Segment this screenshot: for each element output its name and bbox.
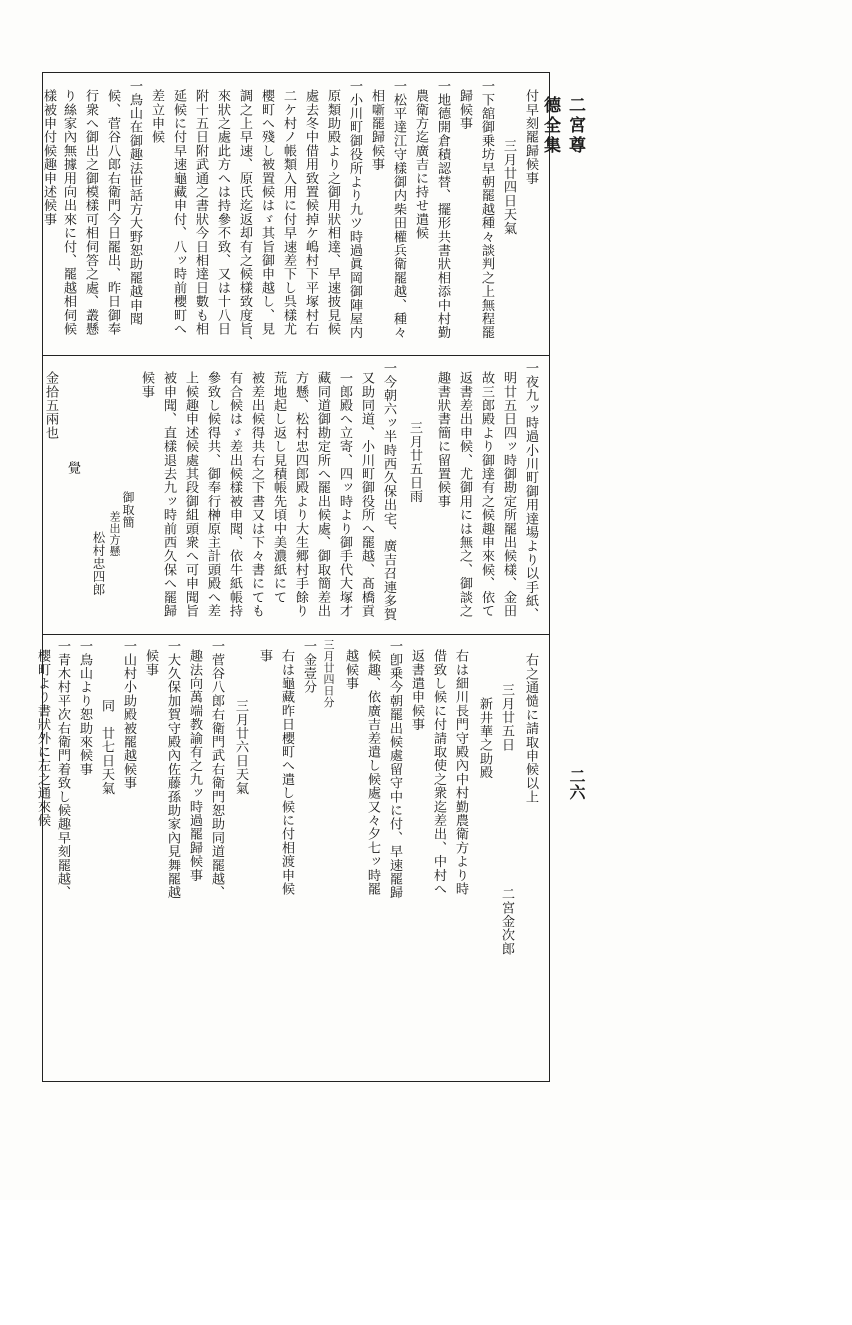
text-line: 三月廿五日	[499, 683, 514, 752]
text-line: 一鳥山在御趣法世話方大野恕助罷越申聞	[127, 79, 142, 326]
text-line: 右之通慥に請取申候以上	[523, 653, 538, 804]
text-line: 櫻町へ殘し被置候はゞ其旨御申越し、見	[259, 89, 274, 336]
text-line: 覺	[65, 461, 80, 475]
text-line: 一下舘御乗坊早朝罷越種々談判之上無程罷	[479, 79, 494, 340]
text-line: 調之上早速、原氏迄返却有之候樣致度旨、	[237, 89, 252, 350]
text-line: 行衆へ御出之御模樣可相伺答之處、叢懸	[83, 89, 98, 336]
text-line: 右は龜藏昨日櫻町へ遣し候に付相渡申候	[279, 649, 294, 896]
text-line: 農衛方迄廣吉に持せ遣候	[413, 89, 428, 240]
text-line: 借致し候に付請取使之衆迄差出、中村へ	[431, 649, 446, 896]
text-line: 趣法向萬端教諭有之九ッ時過罷歸候事	[187, 649, 202, 882]
section-top	[43, 79, 549, 351]
text-frame	[35, 72, 550, 1082]
text-line: 一夜九ッ時過小川町御用達場より以手紙、	[523, 361, 538, 622]
text-line: 歸候事	[457, 89, 472, 131]
text-line: 故三郎殿より御達有之候趣申來候、依て	[479, 371, 494, 618]
text-line: 一今朝六ッ半時西久保出宅、廣吉召連多賀	[381, 361, 396, 622]
text-line: 候事	[143, 649, 158, 677]
text-line: 來狀之處此方へは持參不致、又は十八日	[215, 89, 230, 336]
text-line: 一山村小助殿被罷越候事	[121, 639, 136, 790]
text-line: 事	[257, 649, 272, 663]
text-line: 越候事	[343, 649, 358, 691]
text-line: 相噺罷歸候事	[369, 89, 384, 172]
text-line: 金拾五兩也	[43, 371, 58, 440]
section-middle	[43, 361, 549, 629]
text-line: 松村忠四郎	[91, 531, 106, 596]
text-line: 一鳥山より恕助來候事	[77, 639, 92, 776]
text-line: 被差出候得共右之下書又は下々書にても	[249, 371, 264, 618]
text-line: 參致し候得共、御奉行榊原主計頭殿へ差	[205, 371, 220, 618]
text-line: 右は細川長門守殿內中村勤農衛方より時	[453, 649, 468, 896]
text-line: 一卽乗今朝罷出候處留守中に付、早速罷歸	[387, 639, 402, 900]
text-line: 明廿五日四ッ時御勘定所罷出候樣、金田	[501, 371, 516, 618]
text-line: 二ケ村ノ帳類入用に付早速差下し呉樣尤	[281, 89, 296, 336]
text-line: 處去冬中借用致置候掉ケ嶋村下平塚村右	[303, 89, 318, 336]
text-line: 附十五日附武通之書狀今日相達日數も相	[193, 89, 208, 336]
text-line: 候趣、依廣吉差遣し候處又々夕七ッ時罷	[365, 649, 380, 896]
text-line: 一大久保加賀守殿內佐藤孫助家內見舞罷越	[165, 639, 180, 900]
text-line: 差出方懸	[108, 511, 121, 557]
text-line: 返書差出申候、尤御用には無之、御談之	[457, 371, 472, 618]
text-line: 又助同道、小川町御役所へ罷越、髙橋貢	[359, 371, 374, 618]
text-line: 延候に付早速龜藏申付、八ッ時前櫻町へ	[171, 89, 186, 336]
text-line: 三月廿五日雨	[407, 421, 422, 504]
text-line: 一青木村平次右衛門着致し候趣早刻罷越、	[55, 639, 70, 900]
text-line: り絲家內無據用向出來に付、罷越相伺候	[61, 89, 76, 336]
page-number: 二六	[567, 768, 586, 800]
text-line: 藏同道御勘定所へ罷出候處、御取簡差出	[315, 371, 330, 618]
text-line: 返書遣申候事	[409, 649, 424, 732]
text-line: 方懸、松村忠四郎殿より大生郷村手餘り	[293, 371, 308, 618]
text-line: 御取簡	[121, 491, 135, 529]
text-line: 新井華之助殿	[477, 697, 492, 780]
text-line: 一金壹分	[301, 639, 316, 694]
text-line: 付早刻罷歸候事	[523, 89, 538, 185]
text-line: 趣書狀書簡に留置候事	[435, 371, 450, 508]
text-line: 三月廿四日分	[322, 639, 335, 708]
text-line: 一菅谷八郎右衛門武右衛門恕助同道罷越、	[209, 639, 224, 900]
text-line: 一松平達江守樣御内柴田權兵衛罷越、種々	[391, 79, 406, 340]
text-line: 候、菅谷八郎右衛門今日罷出、昨日御奉	[105, 89, 120, 336]
text-line: 三月廿四日天氣	[501, 139, 516, 235]
text-line: 櫻町より書狀外に左之通來候	[35, 649, 50, 828]
text-line: 同 廿七日天氣	[99, 699, 114, 795]
running-header: 二宮尊德全集	[540, 96, 585, 156]
text-line: 上候趣申述候處其段御組頭衆へ可申聞旨	[183, 371, 198, 618]
text-line: 被申聞、直樣退去九ッ時前西久保へ罷歸	[161, 371, 176, 618]
text-line: 荒地起し返し見積帳先頃中美濃紙にて	[271, 371, 286, 604]
text-line: 二宮金次郎	[499, 887, 514, 956]
text-line: 樣被申付候趣申述候事	[41, 89, 56, 226]
text-line: 候事	[139, 371, 154, 399]
text-line: 原類助殿より之御用狀相達、早速披見候	[325, 89, 340, 336]
text-line: 差立申候	[149, 89, 164, 144]
text-line: 一地德開倉積認替、擺形共書狀相添中村勤	[435, 79, 450, 340]
text-line: 有合候はゞ差出候樣被申聞、依牛紙帳持	[227, 371, 242, 618]
section-bottom	[35, 639, 549, 1077]
text-line: 一小川町御役所より九ツ時過眞岡御陣屋内	[347, 79, 362, 340]
text-line: 一郎殿へ立寄、四ッ時より御手代大塚才	[337, 371, 352, 618]
text-line: 三月廿六日天氣	[233, 699, 248, 795]
